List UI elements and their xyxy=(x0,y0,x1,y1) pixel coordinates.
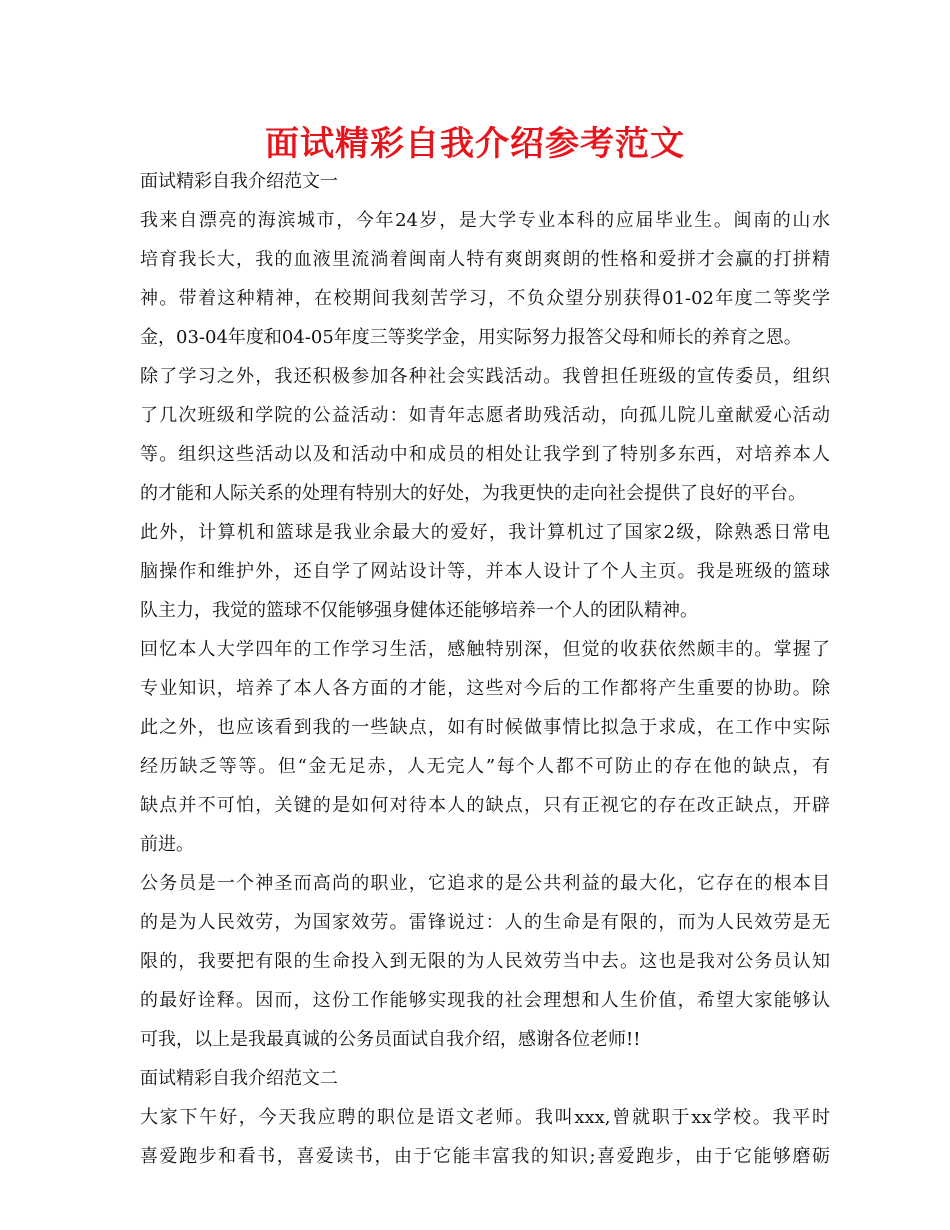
document-body xyxy=(140,162,830,1176)
text-line: 公务员是一个神圣而高尚的职业，它追求的是公共利益的最大化，它存在的根本目 xyxy=(140,873,830,894)
text-line: 经历缺乏等等。但“金无足赤，人无完人”每个人都不可防止的存在他的缺点，有 xyxy=(140,756,830,777)
text-line: 神。带着这种精神，在校期间我刻苦学习，不负众望分别获得01-02年度二等奖学 xyxy=(140,288,830,309)
text-line: 我来自漂亮的海滨城市，今年24岁，是大学专业本科的应届毕业生。闽南的山水 xyxy=(140,210,830,231)
text-line: 缺点并不可怕，关键的是如何对待本人的缺点，只有正视它的存在改正缺点，开辟 xyxy=(140,795,830,816)
text-line: 队主力，我觉的篮球不仅能够强身健体还能够培养一个人的团队精神。 xyxy=(140,600,698,621)
text-line: 可我，以上是我最真诚的公务员面试自我介绍，感谢各位老师!! xyxy=(140,1029,641,1050)
text-line: 培育我长大，我的血液里流淌着闽南人特有爽朗爽朗的性格和爱拼才会赢的打拼精 xyxy=(140,249,830,270)
text-line: 限的，我要把有限的生命投入到无限的为人民效劳当中去。这也是我对公务员认知 xyxy=(140,951,830,972)
text-line: 的是为人民效劳，为国家效劳。雷锋说过：人的生命是有限的，而为人民效劳是无 xyxy=(140,912,830,933)
text-line: 回忆本人大学四年的工作学习生活，感触特别深，但觉的收获依然颇丰的。掌握了 xyxy=(140,639,830,660)
text-line: 专业知识，培养了本人各方面的才能，这些对今后的工作都将产生重要的协助。除 xyxy=(140,678,830,699)
text-line: 前进。 xyxy=(140,834,194,855)
text-line: 喜爱跑步和看书，喜爱读书，由于它能丰富我的知识;喜爱跑步，由于它能够磨砺 xyxy=(140,1146,830,1167)
text-line: 大家下午好，今天我应聘的职位是语文老师。我叫xxx,曾就职于xx学校。我平时 xyxy=(140,1107,830,1128)
text-line: 脑操作和维护外，还自学了网站设计等，并本人设计了个人主页。我是班级的篮球 xyxy=(140,561,830,582)
text-line: 此之外，也应该看到我的一些缺点，如有时候做事情比拟急于求成，在工作中实际 xyxy=(140,717,830,738)
text-line: 面试精彩自我介绍范文一 xyxy=(140,171,338,192)
text-line: 此外，计算机和篮球是我业余最大的爱好，我计算机过了国家2级，除熟悉日常电 xyxy=(140,522,830,543)
text-line: 的最好诠释。因而，这份工作能够实现我的社会理想和人生价值，希望大家能够认 xyxy=(140,990,830,1011)
text-line: 金，03-04年度和04-05年度三等奖学金，用实际努力报答父母和师长的养育之恩。 xyxy=(140,327,802,348)
text-line: 的才能和人际关系的处理有特别大的好处，为我更快的走向社会提供了良好的平台。 xyxy=(140,483,806,504)
text-line: 等。组织这些活动以及和活动中和成员的相处让我学到了特别多东西，对培养本人 xyxy=(140,444,830,465)
text-line: 了几次班级和学院的公益活动：如青年志愿者助残活动，向孤儿院儿童献爱心活动 xyxy=(140,405,830,426)
text-line: 除了学习之外，我还积极参加各种社会实践活动。我曾担任班级的宣传委员，组织 xyxy=(140,366,830,387)
text-line: 面试精彩自我介绍范文二 xyxy=(140,1068,338,1089)
document-title: 面试精彩自我介绍参考范文 xyxy=(265,124,685,164)
